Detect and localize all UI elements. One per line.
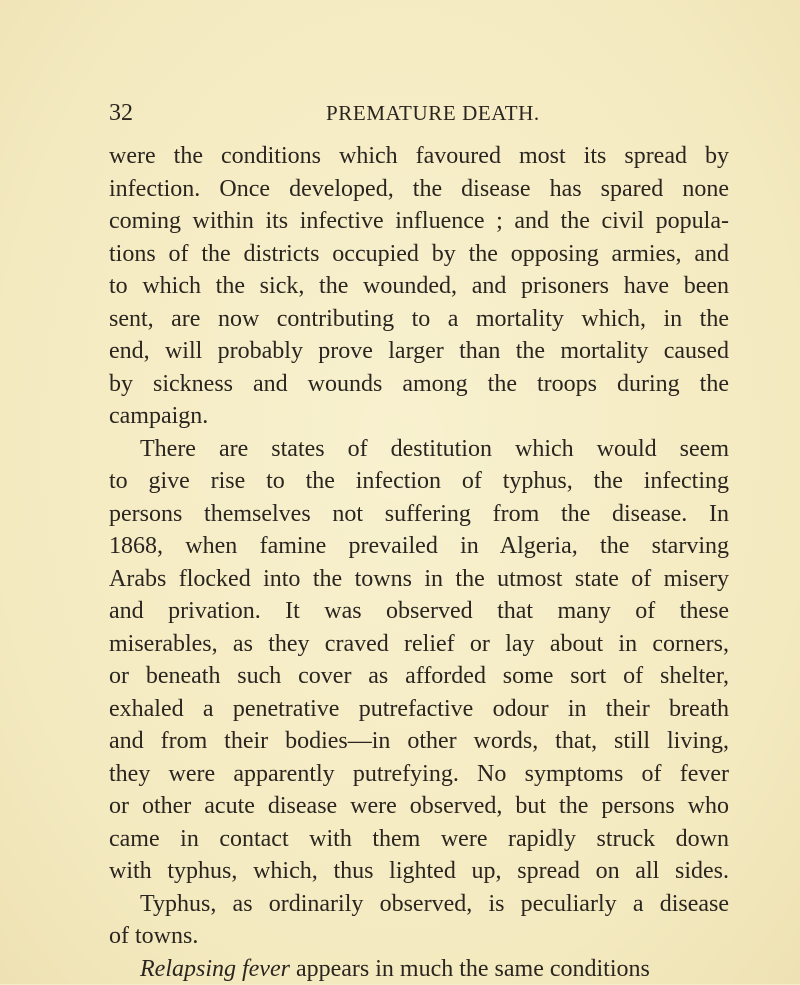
text-line: campaign. xyxy=(109,400,729,433)
italic-term: Relapsing fever xyxy=(140,956,290,982)
text-line: to which the sick, the wounded, and prisoners have been xyxy=(109,270,729,303)
text-line: There are states of destitution which would seem xyxy=(109,433,729,466)
text-line: with typhus, which, thus lighted up, spread on all sides. xyxy=(109,855,729,888)
text-line: to give rise to the infection of typhus, the infecting xyxy=(109,465,729,498)
text-line: or beneath such cover as afforded some sort of shelter, xyxy=(109,660,729,693)
text-line: came in contact with them were rapidly struck down xyxy=(109,823,729,856)
text-line: and privation. It was observed that many of these xyxy=(109,595,729,628)
text-line: they were apparently putrefying. No symptoms of fever xyxy=(109,758,729,791)
text-line-rest: appears in much the same conditions xyxy=(290,956,650,982)
text-line: Arabs flocked into the towns in the utmost state of misery xyxy=(109,563,729,596)
page-number: 32 xyxy=(109,96,133,130)
text-line: or other acute disease were observed, but the persons who xyxy=(109,790,729,823)
text-line: infection. Once developed, the disease has spared none xyxy=(109,173,729,206)
text-line: by sickness and wounds among the troops during the xyxy=(109,368,729,401)
running-head: PREMATURE DEATH. xyxy=(326,96,540,130)
text-line: miserables, as they craved relief or lay about in corners, xyxy=(109,628,729,661)
text-line: and from their bodies—in other words, that, still living, xyxy=(109,725,729,758)
text-line: tions of the districts occupied by the opposing armies, and xyxy=(109,238,729,271)
page-header xyxy=(109,96,709,130)
body-text xyxy=(109,140,729,985)
text-line: exhaled a penetrative putrefactive odour in their breath xyxy=(109,693,729,726)
text-line: persons themselves not suffering from the disease. In xyxy=(109,498,729,531)
text-line: were the conditions which favoured most its spread by xyxy=(109,140,729,173)
text-line: coming within its infective influence ; and the civil popula- xyxy=(109,205,729,238)
text-line: end, will probably prove larger than the mortality caused xyxy=(109,335,729,368)
text-line: of towns. xyxy=(109,920,729,953)
text-line-last xyxy=(109,953,729,985)
text-line: Typhus, as ordinarily observed, is peculiarly a disease xyxy=(109,888,729,921)
text-line: sent, are now contributing to a mortality which, in the xyxy=(109,303,729,336)
text-line: 1868, when famine prevailed in Algeria, the starving xyxy=(109,530,729,563)
